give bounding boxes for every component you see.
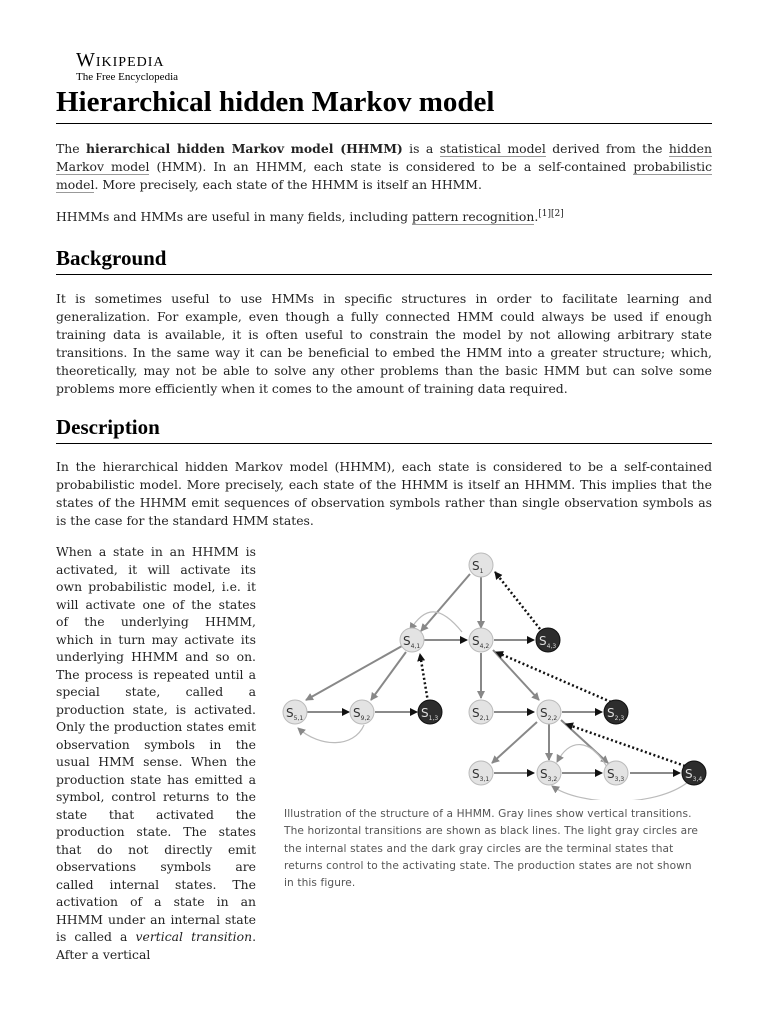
svg-text:S1,3: $S_{1,3}$ <box>421 706 439 722</box>
intro-text: derived from the <box>545 141 669 156</box>
link-hidden-markov-model[interactable]: hidden Markov model <box>56 141 712 174</box>
svg-text:S5,1: $S_{5,1}$ <box>286 706 304 722</box>
svg-text:S4,3: $S_{4,3}$ <box>539 634 557 650</box>
svg-text:S3,4: $S_{3,4}$ <box>685 767 703 783</box>
edge-s41-s51 <box>306 646 402 700</box>
intro-paragraph-2 <box>56 208 712 226</box>
intro-text: The <box>56 141 86 156</box>
node-s22 <box>537 700 561 724</box>
node-s13 <box>418 700 442 724</box>
link-statistical-model[interactable]: statistical model <box>439 141 546 156</box>
node-s32 <box>537 761 561 785</box>
edge-s33-s32-curve <box>557 745 607 767</box>
svg-text:S2,2: $S_{2,2}$ <box>540 706 558 722</box>
node-s92 <box>350 700 374 724</box>
edge-s43-s1-dotted <box>495 572 540 629</box>
reference-1[interactable]: [1] <box>538 208 552 219</box>
wikipedia-logo[interactable] <box>76 50 178 83</box>
intro-text: . More precisely, each state of the HHMM is itself an HHMM. <box>94 177 482 192</box>
description-text: . After a vertical <box>56 929 257 962</box>
edge-s22-s33 <box>561 720 608 763</box>
node-s21 <box>469 700 493 724</box>
edge-s42-s22 <box>493 650 539 700</box>
svg-text:S4,1: $S_{4,1}$ <box>403 634 421 650</box>
description-text: When a state in an HHMM is activated, it will activate its own probabilistic model, i.e. it will activate one of the states of the underlying HHMM, which in turn may activate its underlying HHMM and so on. The process is repeated until a special state, called a production state, is activated. Only the production states emit observation symbols in the usual HMM sense. When the production state has emitted a symbol, control returns to the state that activated the production state. The states that do not directly emit observations symbols are called internal states. The activation of a state in an HHMM under an internal state is called a <box>56 544 256 944</box>
page-title: Hierarchical hidden Markov model <box>56 84 712 124</box>
svg-text:S1: $S_1$ <box>472 559 484 575</box>
node-s31 <box>469 761 493 785</box>
description-paragraph: In the hierarchical hidden Markov model (HHMM), each state is considered to be a self-contained probabilistic model. More precisely, each state of the HHMM is itself an HHMM. This implies that the states of the HHMM emit sequences of observation symbols rather than single observation symbols as is the case for the standard HMM states. <box>56 459 712 528</box>
background-paragraph: It is sometimes useful to use HMMs in specific structures in order to facilitate learning and generalization. For example, even though a fully connected HMM could always be used if enough training data is available, it is often useful to constrain the model by not allowing arbitrary state transitions. In the same way it can be beneficial to embed the HMM into a greater structure; which, theoretically, may not be able to solve any other problems than the basic HMM but can solve some problems more efficiently when it comes to the amount of training data required. <box>56 291 712 396</box>
node-s33 <box>604 761 628 785</box>
link-pattern-recognition[interactable]: pattern recognition <box>411 209 535 224</box>
intro-text: HHMMs and HMMs are useful in many fields, including <box>56 209 412 224</box>
heading-background: Background <box>56 245 712 275</box>
node-s41 <box>400 628 424 652</box>
svg-text:S2,3: $S_{2,3}$ <box>607 706 625 722</box>
description-left-column <box>56 543 256 963</box>
node-s42 <box>469 628 493 652</box>
node-s23 <box>604 700 628 724</box>
edge-s13-s41-dotted <box>420 654 428 702</box>
intro-text: (HMM). In an HHMM, each state is considered to be a self-contained <box>149 159 634 174</box>
edge-s92-s51-curve <box>298 725 364 743</box>
svg-text:S3,2: $S_{3,2}$ <box>540 767 558 783</box>
edge-s22-s31 <box>492 722 537 763</box>
edge-s23-s42-dotted <box>496 652 611 702</box>
intro-bold-term: hierarchical hidden Markov model (HHMM) <box>85 141 403 156</box>
logo-tagline: The Free Encyclopedia <box>76 71 179 83</box>
link-probabilistic-model[interactable]: probabilistic model <box>56 159 713 192</box>
figure-caption: Illustration of the structure of a HHMM. Gray lines show vertical transitions. The horizontal transitions are shown as black lines. The light gray circles are the internal states and the dark gray circles are the terminal states that returns control to the activating state. The production states are not shown in this figure. <box>284 808 699 890</box>
hhmm-diagram[interactable] <box>280 548 712 800</box>
intro-text: is a <box>402 141 440 156</box>
svg-text:S9,2: $S_{9,2}$ <box>353 706 371 722</box>
node-s1 <box>469 553 493 577</box>
svg-text:S4,2: $S_{4,2}$ <box>472 634 490 650</box>
node-s43 <box>536 628 560 652</box>
node-s34 <box>682 761 706 785</box>
heading-description: Description <box>56 414 712 444</box>
edge-s1-s41 <box>421 574 470 631</box>
svg-text:S3,3: $S_{3,3}$ <box>607 767 625 783</box>
intro-text: . <box>534 209 539 224</box>
edge-s41-s92 <box>371 652 406 700</box>
intro-paragraph-1 <box>56 140 712 194</box>
reference-2[interactable]: [2] <box>551 208 564 219</box>
node-s51 <box>283 700 307 724</box>
svg-text:S2,1: $S_{2,1}$ <box>472 706 490 722</box>
logo-wordmark: Wikipedia <box>76 49 165 71</box>
svg-text:S3,1: $S_{3,1}$ <box>472 767 490 783</box>
term-vertical-transition: vertical transition <box>135 929 253 944</box>
